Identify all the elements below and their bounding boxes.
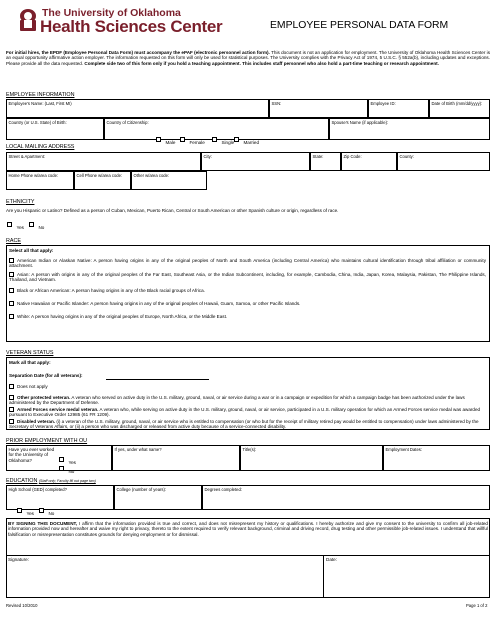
veteran-mark-all: Mark all that apply: [9,360,51,365]
separation-date-line[interactable] [106,379,209,380]
single-checkbox[interactable] [212,137,217,142]
section-ethnicity: ETHNICITY [6,199,35,205]
section-employee-information: EMPLOYEE INFORMATION [6,92,75,98]
education-note: (Staff only; Faculty fill out page two) [38,479,96,483]
college-years-field[interactable]: College (number of years): [114,485,202,510]
race-item-black[interactable]: Black or African American: A person having origins in any of the Black racial groups of Africa. [9,288,486,293]
race-item-native-hawaiian[interactable]: Native Hawaiian or Pacific Islander: A person having origins in any of the original peoples of Hawaii, Guam, Samoa, or other Pacific Islands. [9,301,486,306]
signature-statement: BY SIGNING THIS DOCUMENT, I affirm that the information provided is true and correct, and does not misrepresent my history or qualifications. I hereby authorize and give my consent to the university to confirm all job-related information provided now and hereafter and waive my right to privacy, thereto to the extent required to verify relevant background, criminal and driving record, drug testing and other permissible job-related issues. I understand that willful falsification or misrepresentation constitutes grounds for denying employment or for dismissal. [8,521,488,537]
ethnicity-yes-checkbox[interactable] [7,222,12,227]
revised-date: Revised 10/2010 [6,603,38,608]
prior-title-field[interactable]: Title(s): [240,445,383,471]
zip-field[interactable]: Zip Code: [341,152,397,171]
race-checkbox-native-hawaiian[interactable] [9,301,14,306]
race-item-american-indian[interactable]: American Indian or Alaskan Native: A person having origins in any of the original peoples of North and South America (including Central America) who maintains cultural identification through tribal affiliation or community attachment. [9,258,486,269]
section-race: RACE [6,238,21,244]
ethnicity-no-checkbox[interactable] [29,222,34,227]
page-title: EMPLOYEE PERSONAL DATA FORM [270,20,449,31]
page-number: Page 1 of 2 [466,603,488,608]
section-prior-employment: PRIOR EMPLOYMENT WITH OU [6,438,88,444]
female-checkbox[interactable] [180,137,185,142]
hs-no-option[interactable]: No [39,502,54,520]
ou-logo [18,8,38,32]
cell-phone-field[interactable]: Cell Phone w/area code: [74,171,131,190]
prior-worked-field: Have you ever worked for the University of Oklahoma? Yes No [6,445,112,471]
ethnicity-no-option[interactable]: No [29,216,44,234]
veteran-protected-option[interactable]: Other protected veteran. A veteran who served on active duty in the U.S. military, ground, naval, or air service during a war or in a campaign or expedition for which a campaign badge has been authorized under the laws administered by the Department of Defense. [9,395,465,406]
ou-logo-icon [18,8,38,32]
state-field[interactable]: State: [310,152,341,171]
birth-country-field[interactable]: Country (or U.S. State) of Birth: [6,118,104,140]
dob-field[interactable]: Date of Birth (mm/dd/yyyy): [429,99,490,118]
race-item-white[interactable]: White: A person having origins in any of the original peoples of Europe, North Africa, or the Middle East. [9,314,486,319]
race-checkbox-white[interactable] [9,314,14,319]
male-checkbox[interactable] [156,137,161,142]
prior-no-option[interactable]: No [59,460,74,478]
hs-yes-checkbox[interactable] [17,508,22,513]
veteran-disabled-option[interactable]: Disabled veteran. (i) a veteran of the U.S. military, ground, naval, or air service who is entitled to compensation (or who but for the receipt of military retired pay would be entitled to compensation) under laws administered by the Secretary of Veterans Affairs, or (ii) a person who was discharged or released from active duty because of a service-connected disability. [9,419,479,430]
veteran-not-apply-checkbox[interactable] [9,384,14,389]
prior-name-field[interactable]: If yes, under what name? [112,445,240,471]
degrees-field[interactable]: Degrees completed: [202,485,490,510]
high-school-field: High School (GED) completed? Yes No [6,485,114,510]
married-option[interactable]: Married [234,131,259,149]
prior-yes-option[interactable]: Yes [59,451,76,469]
veteran-armed-forces-option[interactable]: Armed Forces service medal veteran. A veteran who, while serving on active duty in the U.S. military, ground, naval, or air service, participated in a U.S. military operation for which an Armed Forces service medal was awarded pursuant to Executive Order 12985 (61 FR 1209). [9,407,481,418]
intro-paragraph [6,50,490,66]
other-phone-field[interactable]: Other w/area code: [131,171,207,190]
intro-bold-lead: For initial hires, the EPDF (Employee Personal Data Form) must accompany the ePAF (electronic personnel action form). [6,50,270,55]
male-option[interactable]: Male [156,131,175,149]
section-veteran-status: VETERAN STATUS [6,350,54,356]
county-field[interactable]: County: [397,152,490,171]
date-field[interactable]: Date: [324,555,490,598]
street-field[interactable]: Street & Apartment: [6,152,201,171]
employee-id-field[interactable]: Employee ID: [368,99,429,118]
ethnicity-question: Are you Hispanic or Latino? Defined as a person of Cuban, Mexican, Puerto Rican, Central or South American or other Spanish culture or origin, regardless of race. [6,208,339,213]
home-phone-field[interactable]: Home Phone w/area code: [6,171,74,190]
single-option[interactable]: Single [212,131,234,149]
citizenship-field[interactable]: Country of Citizenship: Male Female Single Married [104,118,329,140]
veteran-not-apply-option[interactable]: Does not apply [9,384,48,389]
city-field[interactable]: City: [201,152,310,171]
female-option[interactable]: Female [180,131,205,149]
separation-date-label: Separation Date (for all veterans): [9,373,83,378]
race-select-all: Select all that apply: [9,248,54,253]
prior-no-checkbox[interactable] [59,466,64,471]
signature-field[interactable]: Signature: [6,555,324,598]
prior-dates-field[interactable]: Employment Dates: [383,445,490,471]
section-local-mailing-address: LOCAL MAILING ADDRESS [6,144,75,150]
ethnicity-yes-option[interactable]: Yes [7,216,24,234]
race-checkbox-black[interactable] [9,288,14,293]
employee-name-field[interactable]: Employee's Name: (Last, First MI) [6,99,269,118]
university-name-line1: The University of Oklahoma [42,7,181,19]
spouse-name-field[interactable]: Spouse's Name (if applicable): [329,118,490,140]
married-checkbox[interactable] [234,137,239,142]
hs-no-checkbox[interactable] [39,508,44,513]
university-name-line2: Health Sciences Center [40,17,223,36]
race-item-asian[interactable]: Asian: A person with origins in any of the original peoples of the Far East, Southeast Asia, or the Indian Subcontinent, including, for example, Cambodia, China, India, Japan, Korea, Malaysia, Pakistan, The Philippine Islands, Thailand, and Vietnam. [9,272,486,283]
section-education: EDUCATION (Staff only; Faculty fill out page two) [6,478,96,484]
hs-yes-option[interactable]: Yes [17,502,34,520]
intro-body: This document is not an application for employment. The University of Oklahoma Health Sciences Center is an equal opportunity affirmative action employer. The information requested on this form will only be used for statistical purposes. The University complies with the Privacy Act of 1974, 5 U.S.C. § 552a(b), including updates and exceptions. Please provide all the data requested. [6,50,491,66]
intro-bold-tail: Complete side two of this form only if you hold a teaching appointment. This includes staff personnel who also hold a part-time teaching or research appointment. [83,60,439,66]
ssn-field[interactable]: SSN: [269,99,368,118]
